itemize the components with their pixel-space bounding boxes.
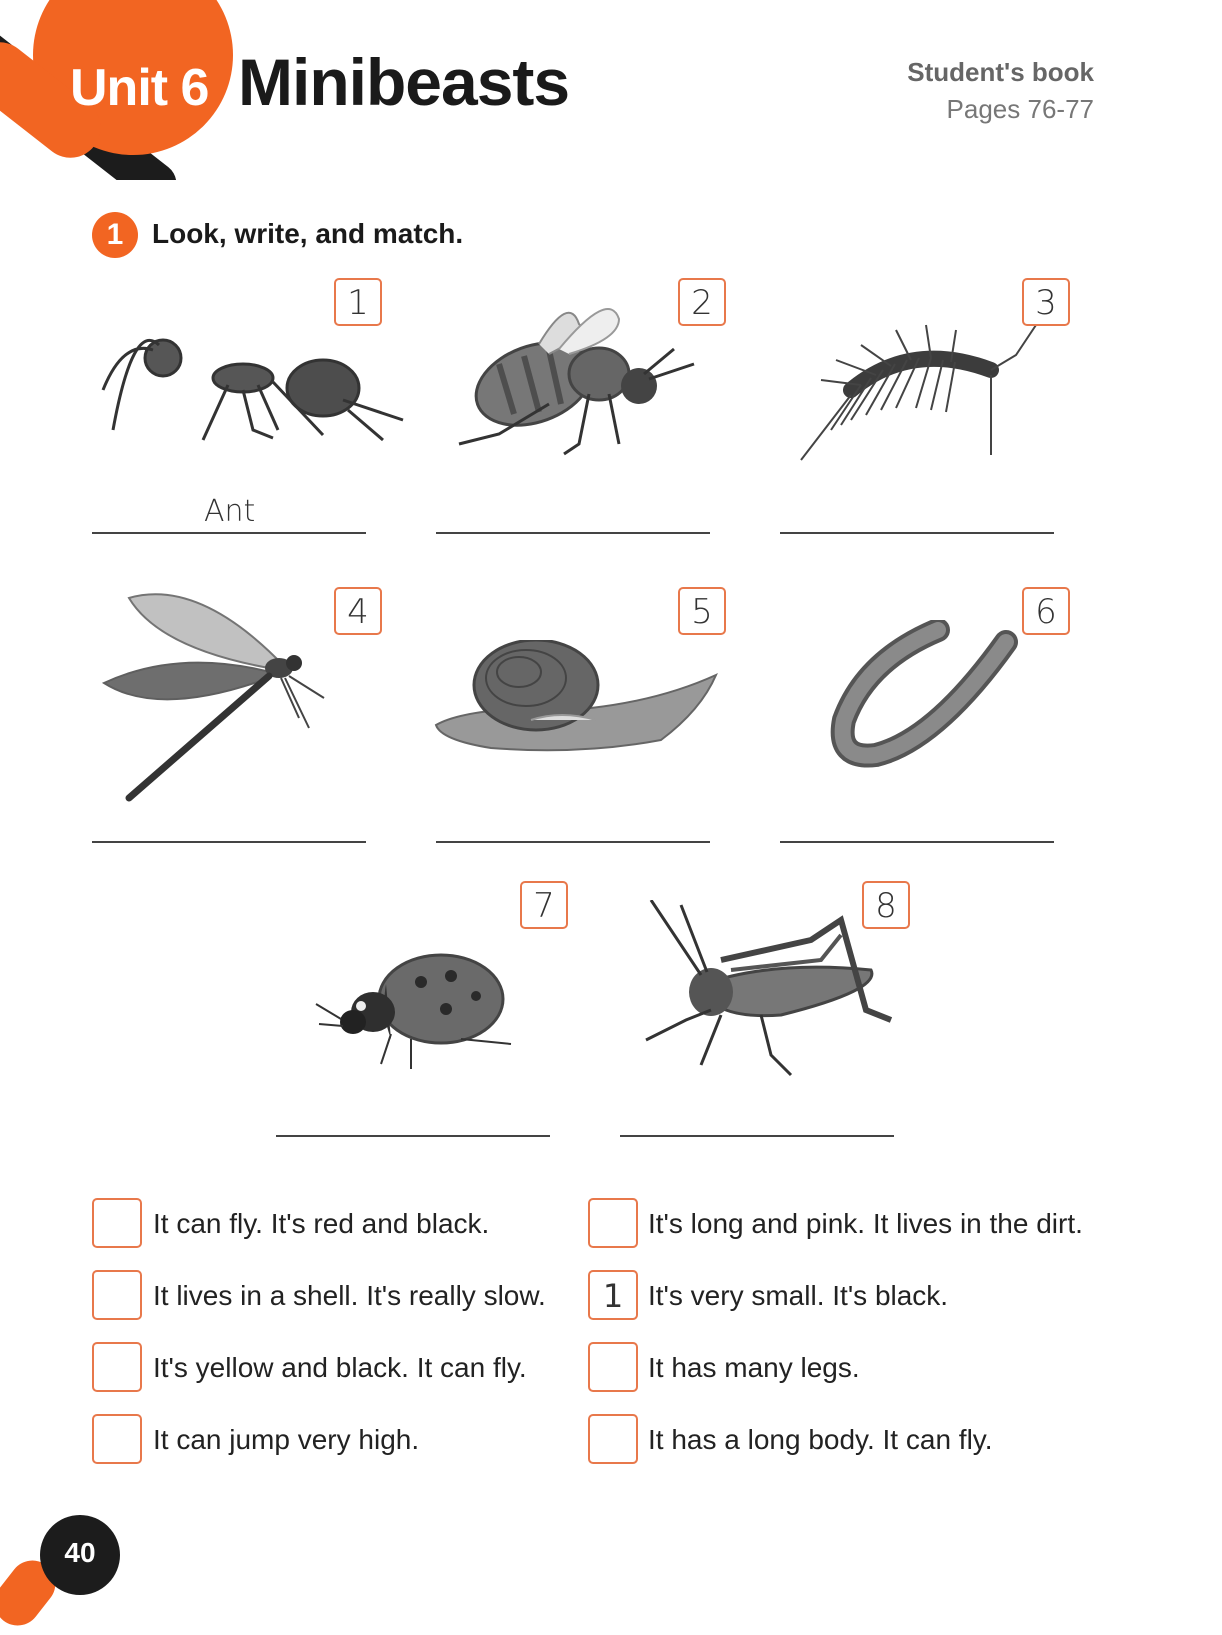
clue-text-right-3: It has many legs. — [648, 1352, 860, 1383]
clue-box-right-3[interactable] — [588, 1342, 638, 1392]
picture-number-3: 3 — [1022, 278, 1070, 326]
answer-line-1[interactable] — [92, 532, 366, 534]
exercise-instruction: Look, write, and match. — [152, 218, 464, 249]
picture-number-4: 4 — [334, 587, 382, 635]
picture-number-2: 2 — [678, 278, 726, 326]
answer-line-4[interactable] — [92, 841, 366, 843]
picture-number-6: 6 — [1022, 587, 1070, 635]
answer-line-3[interactable] — [780, 532, 1054, 534]
clue-box-left-1[interactable] — [92, 1198, 142, 1248]
answer-line-7[interactable] — [276, 1135, 550, 1137]
clue-text-right-1: It's long and pink. It lives in the dirt. — [648, 1208, 1083, 1239]
page-title: Minibeasts — [238, 45, 570, 119]
clue-box-left-4[interactable] — [92, 1414, 142, 1464]
clue-text-right-2: It's very small. It's black. — [648, 1280, 949, 1311]
book-label: Student's book — [907, 57, 1094, 87]
bee-icon — [438, 294, 700, 460]
answer-line-5[interactable] — [436, 841, 710, 843]
picture-number-7: 7 — [520, 881, 568, 929]
clue-text-left-1: It can fly. It's red and black. — [153, 1208, 490, 1239]
book-reference — [907, 57, 1094, 125]
clue-box-right-1[interactable] — [588, 1198, 638, 1248]
exercise-number: 1 — [92, 212, 138, 258]
clue-box-left-3[interactable] — [92, 1342, 142, 1392]
clue-text-left-3: It's yellow and black. It can fly. — [153, 1352, 527, 1383]
clue-box-right-4[interactable] — [588, 1414, 638, 1464]
answer-line-8[interactable] — [620, 1135, 894, 1137]
clue-box-left-2[interactable] — [92, 1270, 142, 1320]
worm-icon — [826, 620, 1026, 772]
answer-line-6[interactable] — [780, 841, 1054, 843]
pages-label: Pages 76-77 — [946, 94, 1094, 124]
ladybug-icon — [310, 944, 522, 1070]
picture-number-5: 5 — [678, 587, 726, 635]
clue-text-right-4: It has a long body. It can fly. — [648, 1424, 993, 1455]
snail-icon — [430, 640, 722, 770]
clue-box-right-2[interactable]: 1 — [588, 1270, 638, 1320]
unit-label: Unit 6 — [70, 59, 209, 117]
centipede-icon — [790, 320, 1052, 470]
clue-text-left-4: It can jump very high. — [153, 1424, 420, 1455]
dragonfly-icon — [98, 588, 340, 814]
picture-number-1: 1 — [334, 278, 382, 326]
grasshopper-icon — [640, 900, 912, 1096]
page-number: 40 — [64, 1537, 96, 1568]
picture-number-8: 8 — [862, 881, 910, 929]
ant-icon — [92, 320, 414, 450]
answer-text-1: Ant — [204, 494, 256, 529]
clue-text-left-2: It lives in a shell. It's really slow. — [153, 1280, 546, 1311]
answer-line-2[interactable] — [436, 532, 710, 534]
